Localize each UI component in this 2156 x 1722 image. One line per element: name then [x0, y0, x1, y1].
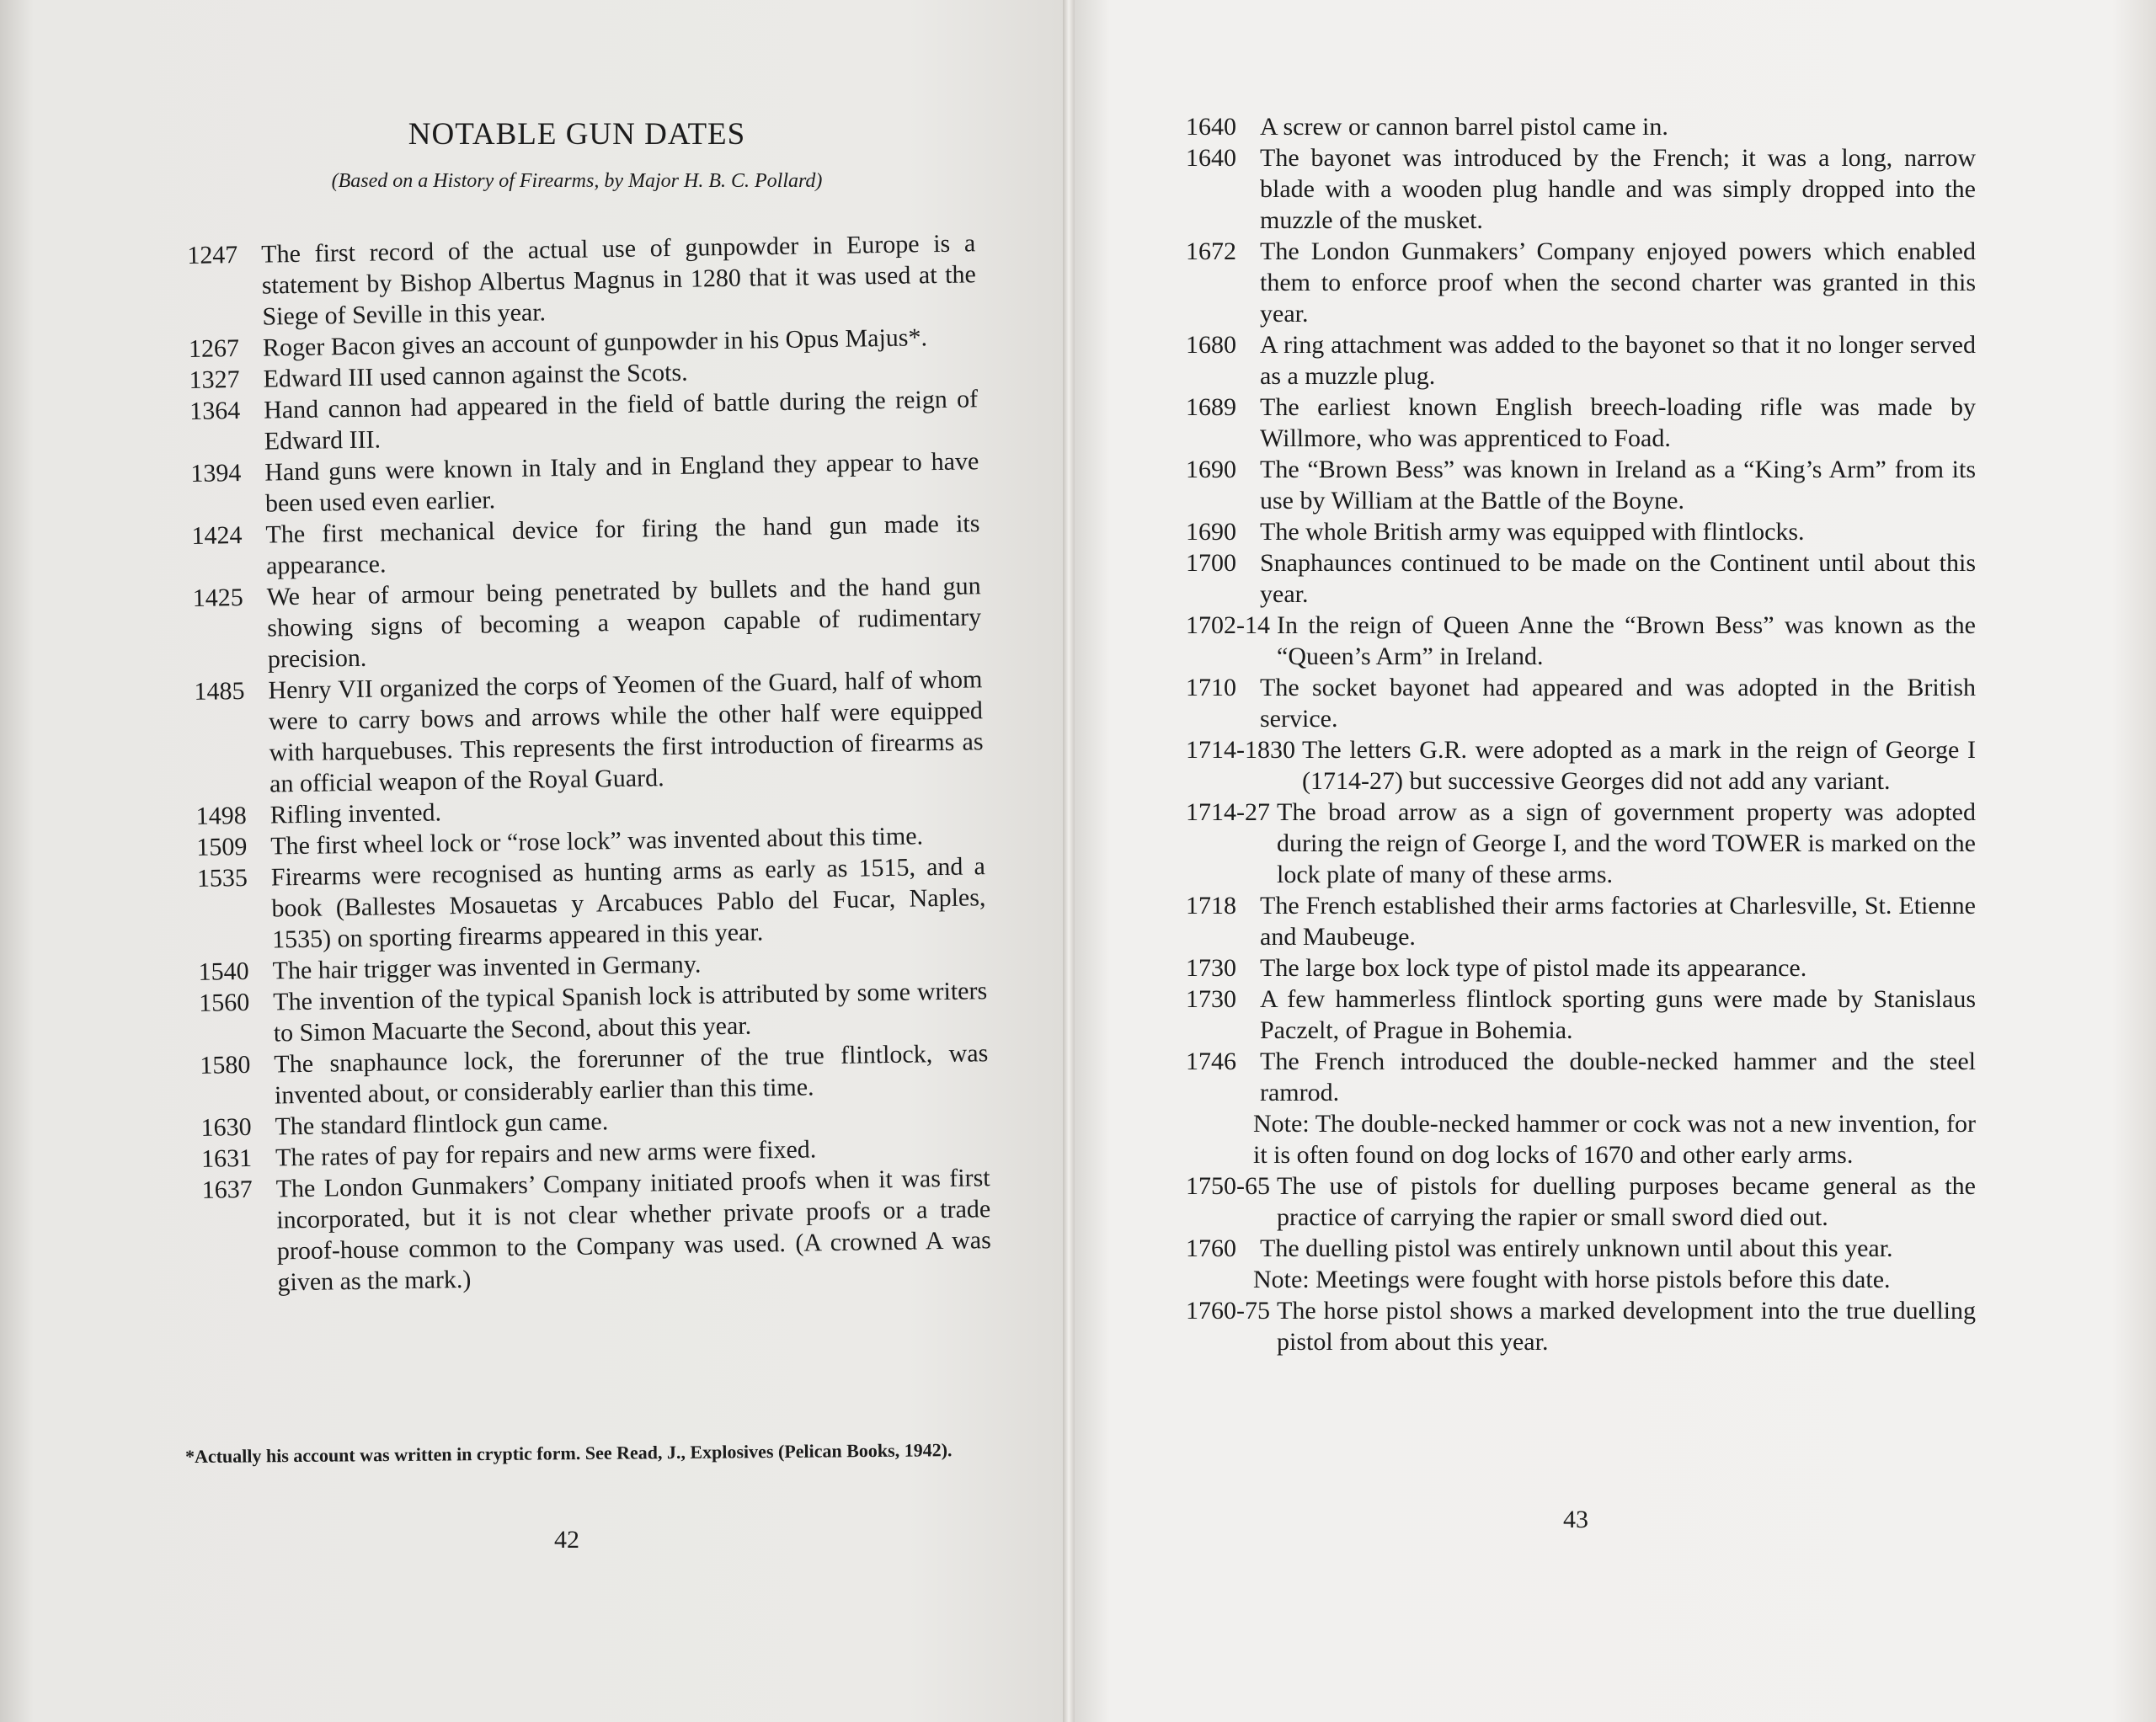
date-entry [1186, 952, 1976, 984]
entry-year: 1690 [1186, 518, 1236, 546]
entry-text: The London Gunmakers’ Company initiated proofs when it was first incorporated, but it is not clear whether private proofs or a trade proof-house common to the Company was used. (A crowned A was given as the mark.) [275, 1164, 992, 1297]
date-entry [201, 1162, 991, 1299]
date-entry [1186, 516, 1976, 547]
entry-year: 1640 [1186, 144, 1236, 172]
entry-text: The snaphaunce lock, the forerunner of the true flintlock, was invented about, or considerably earlier than this time. [274, 1039, 989, 1110]
entry-year: 1760 [1186, 1234, 1236, 1262]
date-entry [1186, 1170, 1976, 1233]
entry-text: The socket bayonet had appeared and was adopted in the British service. [1260, 674, 1976, 733]
entry-year: 1498 [195, 801, 248, 830]
date-entry [1186, 1233, 1976, 1264]
entry-text: The London Gunmakers’ Company enjoyed powers which enabled them to enforce proof when the second charter was granted in this year. [1260, 237, 1976, 328]
entry-text: Snaphaunces continued to be made on the Continent until about this year. [1260, 549, 1976, 608]
entry-note: Note: Meetings were fought with horse pistols before this date. [1253, 1266, 1891, 1293]
entry-year: 1630 [200, 1112, 252, 1142]
date-entry [1186, 1295, 1976, 1357]
entry-year: 1631 [200, 1144, 253, 1173]
left-entry-list [187, 227, 992, 1299]
entry-year: 1714-1830 [1186, 736, 1295, 764]
date-entry [1186, 329, 1976, 392]
page-subtitle: (Based on a History of Firearms, by Major H. B. C. Pollard) [331, 170, 823, 192]
page-title: NOTABLE GUN DATES [408, 117, 746, 152]
entry-year: 1485 [194, 676, 245, 706]
entry-year: 1746 [1186, 1048, 1236, 1075]
date-entry [1186, 734, 1976, 797]
entry-year: 1327 [189, 365, 240, 394]
date-entry [197, 850, 987, 957]
entry-text: A ring attachment was added to the bayonet so that it no longer served as a muzzle plug. [1260, 331, 1976, 390]
entry-year: 1247 [187, 241, 238, 269]
date-entry [1186, 890, 1976, 952]
entry-text: The horse pistol shows a marked development into the true duelling pistol from about this year. [1277, 1297, 1976, 1356]
right-entry-list [1186, 111, 1976, 1357]
date-entry [1186, 547, 1976, 610]
entry-year: 1560 [198, 988, 250, 1017]
entry-year: 1689 [1186, 393, 1236, 421]
entry-year: 1364 [189, 397, 241, 425]
entry-text: A screw or cannon barrel pistol came in. [1260, 113, 1668, 141]
date-entry [1186, 111, 1976, 142]
entry-text: Hand guns were known in Italy and in England they appear to have been used even earlier. [264, 447, 979, 518]
entry-text: The French established their arms factories at Charlesville, St. Etienne and Maubeuge. [1260, 892, 1976, 951]
entry-year: 1750-65 [1186, 1172, 1270, 1200]
entry-text: The first wheel lock or “rose lock” was invented about this time. [270, 822, 924, 861]
footnote: *Actually his account was written in cryptic form. See Read, J., Explosives (Pelican Books, 1942). [184, 1439, 953, 1468]
entry-year: 1760-75 [1186, 1297, 1270, 1325]
entry-year: 1640 [1186, 113, 1236, 141]
entry-text: Henry VII organized the corps of Yeomen of the Guard, half of whom were to carry bows and arrows while the other half were equipped with harquebuses. This represents the first introduction of firearms as an official weapon of the Royal Guard. [268, 665, 984, 798]
entry-year: 1535 [196, 863, 248, 893]
entry-year: 1680 [1186, 331, 1236, 359]
date-entry [187, 227, 977, 333]
entry-year: 1730 [1186, 985, 1236, 1013]
entry-year: 1540 [198, 957, 249, 986]
entry-text: The letters G.R. were adopted as a mark in the reign of George I (1714-27) but successive Georges did not add any variant. [1302, 736, 1976, 795]
entry-year: 1714-27 [1186, 798, 1270, 826]
entry-year: 1267 [188, 334, 240, 363]
entry-year: 1710 [1186, 674, 1236, 701]
entry-text: The whole British army was equipped with flintlocks. [1260, 518, 1805, 546]
date-entry [1186, 1046, 1976, 1108]
date-entry [1186, 984, 1976, 1046]
entry-text: The rates of pay for repairs and new arms were fixed. [275, 1135, 817, 1172]
date-entry [1186, 236, 1976, 329]
entry-year: 1394 [190, 459, 242, 488]
entry-text: The “Brown Bess” was known in Ireland as a “King’s Arm” from its use by William at the Battle of the Boyne. [1260, 456, 1976, 514]
entry-text: Hand cannon had appeared in the field of battle during the reign of Edward III. [263, 385, 979, 456]
entry-year: 1637 [201, 1175, 253, 1204]
entry-text: The broad arrow as a sign of government property was adopted during the reign of George I, and the word TOWER is marked on the lock plate of many of these arms. [1277, 798, 1976, 888]
entry-year: 1672 [1186, 237, 1236, 265]
right-page [1068, 0, 2156, 1722]
entry-text: The invention of the typical Spanish lock is attributed by some writers to Simon Macuarte the Second, about this year. [272, 977, 988, 1048]
entry-text: In the reign of Queen Anne the “Brown Bess” was known as the “Queen’s Arm” in Ireland. [1277, 611, 1976, 670]
entry-year: 1509 [196, 832, 248, 861]
entry-year: 1425 [192, 584, 243, 612]
entry-text: A few hammerless flintlock sporting guns were made by Stanislaus Paczelt, of Prague in Bohemia. [1260, 985, 1976, 1044]
date-entry [1186, 392, 1976, 454]
page-number: 43 [1563, 1506, 1588, 1533]
date-entry [194, 664, 984, 801]
entry-text: The first record of the actual use of gunpowder in Europe is a statement by Bishop Albertus Magnus in 1280 that it was used at the Siege of Seville in this year. [261, 229, 977, 331]
entry-year: 1718 [1186, 892, 1236, 920]
date-entry [192, 570, 982, 676]
entry-text: Roger Bacon gives an account of gunpowder in his Opus Majus*. [262, 323, 928, 362]
entry-note: Note: The double-necked hammer or cock was not a new invention, for it is often found on dog locks of 1670 and other early arms. [1253, 1110, 1976, 1169]
entry-year: 1580 [200, 1050, 251, 1080]
entry-text: The duelling pistol was entirely unknown until about this year. [1260, 1234, 1893, 1262]
entry-year: 1730 [1186, 954, 1236, 982]
entry-text: We hear of armour being penetrated by bullets and the hand gun showing signs of becoming a weapon capable of rudimentary precision. [266, 572, 982, 674]
entry-text: Firearms were recognised as hunting arms as early as 1515, and a book (Ballestes Mosauetas y Arcabuces Pablo del Fucar, Naples, 1535) on sporting firearms appeared in this year. [270, 852, 986, 954]
date-entry [1186, 454, 1976, 516]
date-entry [1186, 672, 1976, 734]
entry-text: The French introduced the double-necked hammer and the steel ramrod. [1260, 1048, 1976, 1106]
entry-year: 1424 [191, 521, 243, 550]
entry-text: The earliest known English breech-loading rifle was made by Willmore, who was apprenticed to Foad. [1260, 393, 1976, 452]
entry-text: Edward III used cannon against the Scots. [263, 358, 688, 393]
entry-text: The use of pistols for duelling purposes became general as the practice of carrying the rapier or small sword died out. [1277, 1172, 1976, 1231]
entry-year: 1702-14 [1186, 611, 1270, 639]
entry-year: 1700 [1186, 549, 1236, 577]
entry-text: The bayonet was introduced by the French; it was a long, narrow blade with a wooden plug handle and was simply dropped into the muzzle of the musket. [1260, 144, 1976, 234]
entry-text: The first mechanical device for firing the hand gun made its appearance. [265, 509, 980, 580]
book-gutter [1063, 0, 1075, 1722]
date-entry [1186, 797, 1976, 890]
entry-year: 1690 [1186, 456, 1236, 483]
entry-text: The standard flintlock gun came. [275, 1107, 609, 1141]
date-entry [1186, 610, 1976, 672]
entry-text: The hair trigger was invented in Germany. [272, 950, 702, 985]
entry-text: Rifling invented. [270, 798, 442, 829]
entry-text: The large box lock type of pistol made its appearance. [1260, 954, 1807, 982]
left-page [0, 0, 1068, 1722]
page-number: 42 [554, 1526, 579, 1554]
date-entry [1186, 142, 1976, 236]
